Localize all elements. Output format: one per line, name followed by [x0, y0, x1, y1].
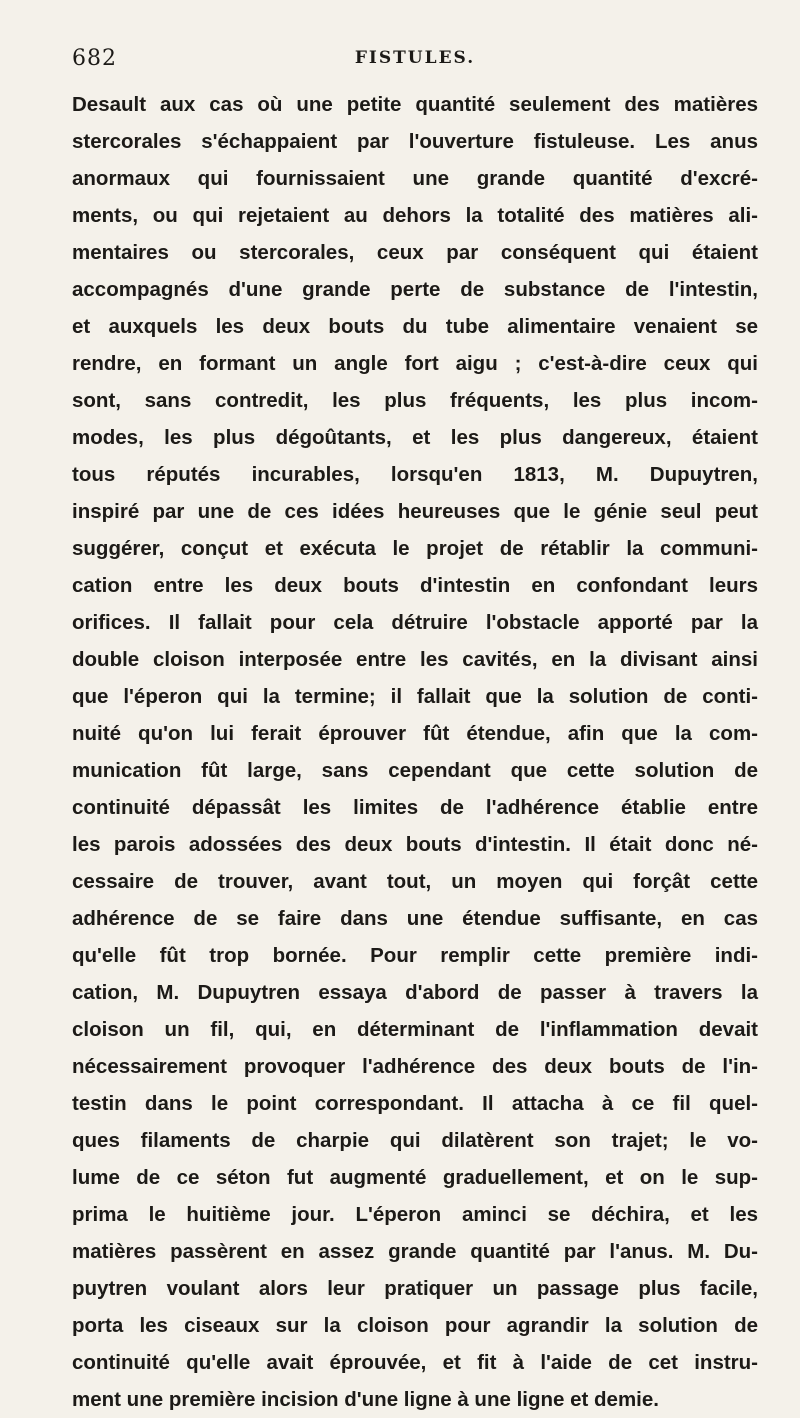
text-line: cation, M. Dupuytren essaya d'abord de passer à travers la [72, 981, 758, 1004]
text-line: sont, sans contredit, les plus fréquents, les plus incom- [72, 389, 758, 412]
text-line: porta les ciseaux sur la cloison pour agrandir la solution de [72, 1314, 758, 1337]
text-line: adhérence de se faire dans une étendue suffisante, en cas [72, 907, 758, 930]
text-line: munication fût large, sans cependant que cette solution de [72, 759, 758, 782]
text-line: prima le huitième jour. L'éperon aminci se déchira, et les [72, 1203, 758, 1226]
running-head [72, 46, 758, 76]
text-line: mentaires ou stercorales, ceux par conséquent qui étaient [72, 241, 758, 264]
text-line: testin dans le point correspondant. Il attacha à ce fil quel- [72, 1092, 758, 1115]
text-line: accompagnés d'une grande perte de substance de l'intestin, [72, 278, 758, 301]
text-line: nécessairement provoquer l'adhérence des deux bouts de l'in- [72, 1055, 758, 1078]
body-paragraph [72, 86, 758, 1418]
text-line: ques filaments de charpie qui dilatèrent son trajet; le vo- [72, 1129, 758, 1152]
text-line: ments, ou qui rejetaient au dehors la totalité des matières ali- [72, 204, 758, 227]
text-line: double cloison interposée entre les cavités, en la divisant ainsi [72, 648, 758, 671]
text-line: les parois adossées des deux bouts d'intestin. Il était donc né- [72, 833, 758, 856]
text-line: puytren voulant alors leur pratiquer un passage plus facile, [72, 1277, 758, 1300]
text-line: tous réputés incurables, lorsqu'en 1813, M. Dupuytren, [72, 463, 758, 486]
text-line: orifices. Il fallait pour cela détruire l'obstacle apporté par la [72, 611, 758, 634]
text-line: cation entre les deux bouts d'intestin en confondant leurs [72, 574, 758, 597]
text-line: que l'éperon qui la termine; il fallait que la solution de conti- [72, 685, 758, 708]
text-line: continuité qu'elle avait éprouvée, et fit à l'aide de cet instru- [72, 1351, 758, 1374]
text-line: ment une première incision d'une ligne à une ligne et demie. [72, 1388, 659, 1411]
text-line: cessaire de trouver, avant tout, un moyen qui forçât cette [72, 870, 758, 893]
text-line: stercorales s'échappaient par l'ouverture fistuleuse. Les anus [72, 130, 758, 153]
text-line: continuité dépassât les limites de l'adhérence établie entre [72, 796, 758, 819]
running-title: FISTULES. [354, 48, 476, 68]
text-line: Desault aux cas où une petite quantité seulement des matières [72, 93, 758, 116]
text-line: matières passèrent en assez grande quantité par l'anus. M. Du- [72, 1240, 758, 1263]
text-line: anormaux qui fournissaient une grande quantité d'excré- [72, 167, 758, 190]
text-line: lume de ce séton fut augmenté graduellement, et on le sup- [72, 1166, 758, 1189]
text-line: qu'elle fût trop bornée. Pour remplir cette première indi- [72, 944, 758, 967]
text-line: cloison un fil, qui, en déterminant de l'inflammation devait [72, 1018, 758, 1041]
page-number: 682 [72, 46, 117, 71]
text-line: et auxquels les deux bouts du tube alimentaire venaient se [72, 315, 758, 338]
text-line: suggérer, conçut et exécuta le projet de rétablir la communi- [72, 537, 758, 560]
text-line: inspiré par une de ces idées heureuses que le génie seul peut [72, 500, 758, 523]
text-line: nuité qu'on lui ferait éprouver fût étendue, afin que la com- [72, 722, 758, 745]
text-line: modes, les plus dégoûtants, et les plus dangereux, étaient [72, 426, 758, 449]
text-line: rendre, en formant un angle fort aigu ; c'est-à-dire ceux qui [72, 352, 758, 375]
